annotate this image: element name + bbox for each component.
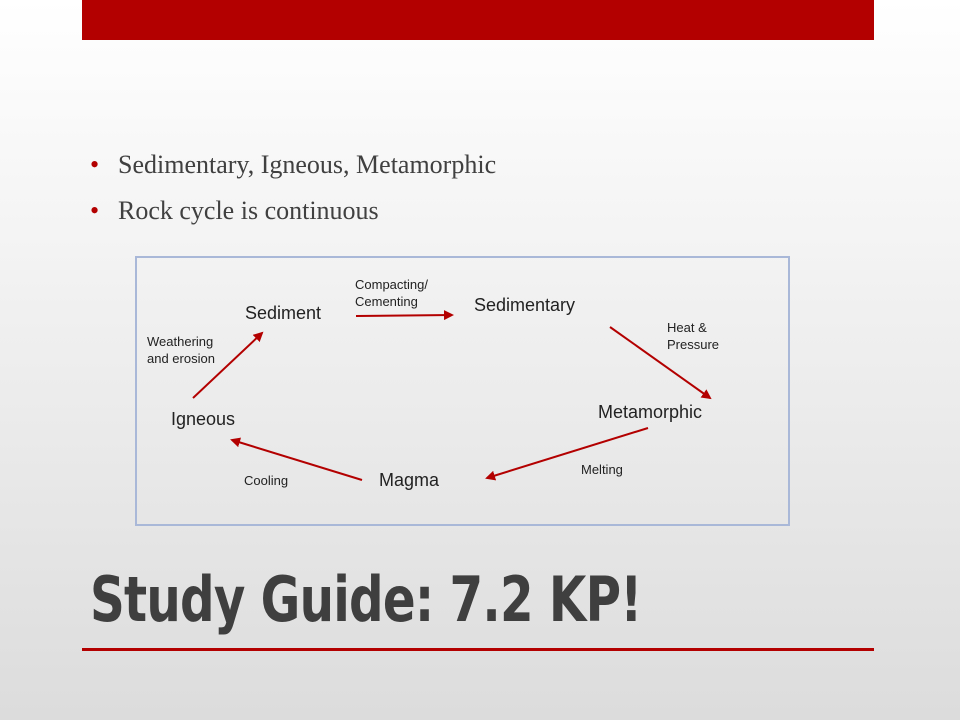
node-igneous: Igneous [171, 409, 236, 429]
page-title: Study Guide: 7.2 KP! [90, 563, 642, 636]
bullet-dot: • [90, 150, 100, 179]
edge-label-line: and erosion [147, 351, 215, 366]
edge-label-line: Cementing [355, 294, 418, 309]
edge-label-line: Pressure [667, 337, 720, 352]
edge-label-cooling: Cooling [244, 473, 289, 488]
bullet-dot: • [90, 196, 100, 225]
arrow-metamorphic-to-magma [487, 428, 648, 478]
edge-label-line: Heat & [667, 320, 707, 335]
arrow-sediment-to-sedimentary [356, 315, 452, 316]
title-underline [82, 648, 874, 651]
bullet-text: Rock cycle is continuous [118, 196, 379, 225]
edge-label-line: Weathering [147, 334, 214, 349]
node-metamorphic: Metamorphic [598, 402, 703, 422]
edge-label-line: Compacting/ [355, 277, 428, 292]
node-magma: Magma [379, 470, 440, 490]
bullet-text: Sedimentary, Igneous, Metamorphic [118, 150, 497, 179]
edge-label-weathering [147, 333, 215, 367]
edge-label-heat-pressure [667, 319, 719, 353]
edge-label-melting: Melting [581, 462, 623, 477]
node-sedimentary: Sedimentary [474, 295, 576, 315]
node-sediment: Sediment [245, 303, 322, 323]
edge-label-compacting [355, 276, 428, 310]
